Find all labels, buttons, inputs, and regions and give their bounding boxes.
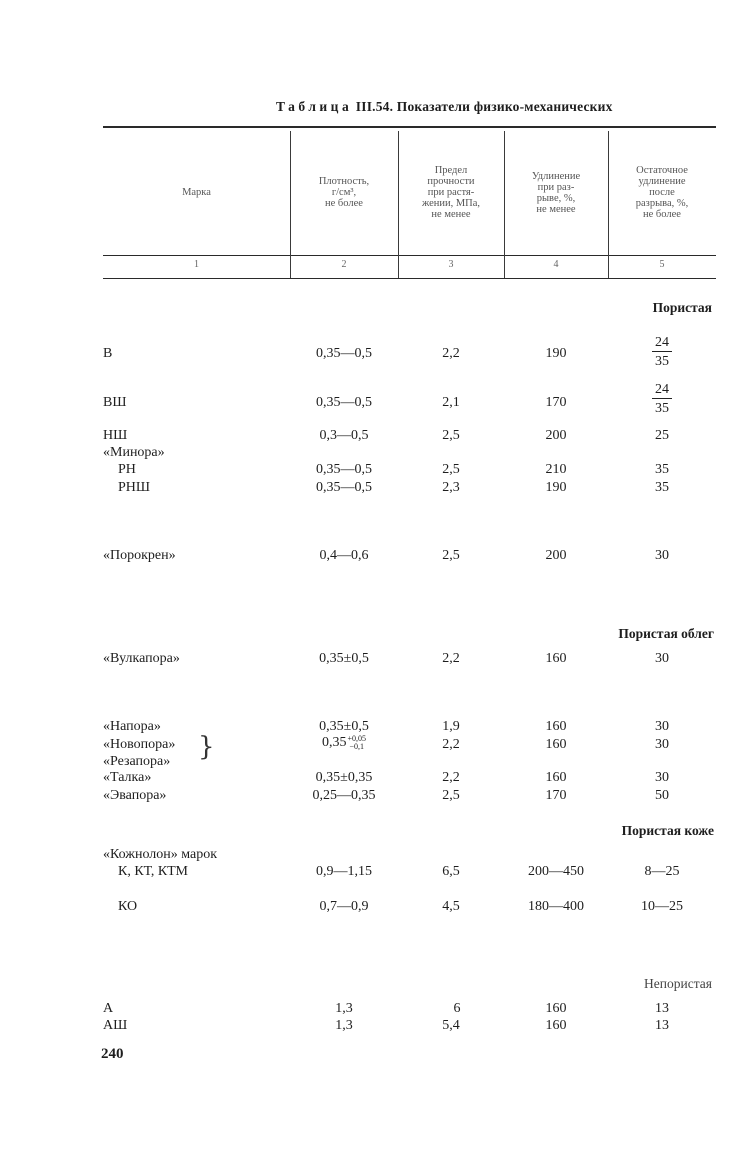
cell-density: 0,9—1,15	[316, 864, 372, 879]
row-name: АШ	[103, 1018, 128, 1033]
cell-density: 0,35—0,5	[316, 462, 372, 477]
cell-residual-fraction	[608, 381, 716, 417]
cell-residual: 50	[655, 788, 669, 803]
row-name: «Талка»	[103, 770, 152, 785]
column-number: 2	[341, 259, 347, 270]
cell-density: 0,35±0,5	[319, 719, 369, 734]
cell-density	[290, 735, 398, 751]
column-header-strength: Предел прочности при растя- жении, МПа, не менее	[421, 165, 481, 220]
cell-strength: 5,4	[442, 1018, 460, 1033]
table-numbers-rule	[103, 278, 716, 279]
cell-residual: 13	[655, 1001, 669, 1016]
cell-strength: 1,9	[442, 719, 460, 734]
cell-residual: 10—25	[641, 899, 683, 914]
table-caption-label: Таблица	[276, 99, 353, 114]
section-heading: Пористая	[652, 300, 712, 315]
cell-density: 0,7—0,9	[319, 899, 369, 914]
cell-elongation: 200—450	[528, 864, 584, 879]
cell-elongation: 160	[545, 737, 567, 752]
cell-residual-fraction	[608, 334, 716, 370]
cell-strength: 2,2	[442, 651, 460, 666]
cell-residual: 35	[655, 480, 669, 495]
fraction-denominator: 35	[652, 351, 672, 370]
row-name: «Вулкапора»	[103, 651, 180, 666]
fraction-denominator: 35	[652, 398, 672, 417]
cell-elongation: 170	[545, 788, 567, 803]
row-name: «Минора»	[103, 445, 165, 460]
cell-residual: 30	[655, 770, 669, 785]
cell-strength: 2,5	[442, 788, 460, 803]
row-name: К, КТ, КТМ	[118, 864, 188, 879]
cell-residual: 8—25	[644, 864, 680, 879]
cell-density: 1,3	[335, 1018, 353, 1033]
table-caption	[276, 99, 613, 115]
cell-density: 0,3—0,5	[319, 428, 369, 443]
row-name: «Эвапора»	[103, 788, 167, 803]
cell-density: 0,35—0,5	[316, 395, 372, 410]
cell-strength: 2,2	[442, 770, 460, 785]
section-heading: Непористая	[644, 976, 712, 991]
column-number: 4	[553, 259, 559, 270]
cell-strength: 2,5	[442, 428, 460, 443]
tolerance-minus: −0,1	[349, 742, 364, 751]
cell-residual: 13	[655, 1018, 669, 1033]
cell-density: 0,4—0,6	[319, 548, 369, 563]
column-header-residual: Остаточное удлинение после разрыва, %, не более	[635, 165, 689, 220]
column-number: 1	[194, 259, 199, 270]
cell-elongation: 160	[545, 1018, 567, 1033]
row-name: НШ	[103, 428, 128, 443]
cell-elongation: 200	[545, 548, 567, 563]
cell-strength: 2,1	[442, 395, 460, 410]
cell-residual: 30	[655, 548, 669, 563]
row-name: А	[103, 1001, 114, 1016]
cell-elongation: 180—400	[528, 899, 584, 914]
row-name: РН	[118, 462, 136, 477]
cell-strength: 2,3	[442, 480, 460, 495]
row-name: РНШ	[118, 480, 151, 495]
table-caption-title: III.54. Показатели физико-механических	[355, 99, 613, 114]
row-name: «Новопора»	[103, 737, 176, 752]
cell-elongation: 210	[545, 462, 567, 477]
cell-elongation: 160	[545, 770, 567, 785]
column-header-mark: Марка	[182, 187, 211, 198]
row-name: «Кожнолон» марок	[103, 847, 218, 862]
section-heading: Пористая коже	[621, 823, 714, 838]
cell-density: 1,3	[335, 1001, 353, 1016]
cell-strength: 2,2	[442, 737, 460, 752]
cell-strength: 2,2	[442, 346, 460, 361]
fraction-numerator: 24	[655, 335, 669, 350]
section-heading: Пористая облег	[618, 626, 714, 641]
cell-elongation: 160	[545, 1001, 567, 1016]
cell-density: 0,35—0,5	[316, 480, 372, 495]
cell-density: 0,35—0,5	[316, 346, 372, 361]
cell-residual: 30	[655, 651, 669, 666]
cell-strength: 6	[453, 1001, 461, 1016]
column-header-elongation: Удлинение при раз- рыве, %, не менее	[531, 170, 581, 215]
table-top-rule	[103, 126, 716, 128]
cell-strength: 2,5	[442, 548, 460, 563]
row-name: В	[103, 346, 113, 361]
cell-elongation: 160	[545, 719, 567, 734]
row-name: «Порокрен»	[103, 548, 176, 563]
density-base: 0,35	[321, 735, 347, 751]
grouping-brace: }	[198, 732, 215, 762]
cell-elongation: 170	[545, 395, 567, 410]
cell-strength: 4,5	[442, 899, 460, 914]
cell-elongation: 200	[545, 428, 567, 443]
tolerance-plus: +0,05	[347, 734, 366, 743]
column-header-density: Плотность, г/см³, не более	[318, 176, 370, 209]
density-tolerance	[347, 735, 366, 751]
cell-residual: 30	[655, 719, 669, 734]
row-name: КО	[118, 899, 138, 914]
cell-elongation: 190	[545, 346, 567, 361]
cell-density: 0,25—0,35	[312, 788, 376, 803]
cell-elongation: 190	[545, 480, 567, 495]
cell-elongation: 160	[545, 651, 567, 666]
page-number: 240	[101, 1046, 124, 1062]
cell-residual: 35	[655, 462, 669, 477]
column-number: 5	[659, 259, 665, 270]
cell-strength: 6,5	[442, 864, 460, 879]
cell-residual: 25	[655, 428, 669, 443]
column-number: 3	[448, 259, 454, 270]
row-name: «Напора»	[103, 719, 161, 734]
row-name: «Резапора»	[103, 754, 171, 769]
cell-residual: 30	[655, 737, 669, 752]
cell-density: 0,35±0,35	[315, 770, 373, 785]
cell-density: 0,35±0,5	[319, 651, 369, 666]
fraction-numerator: 24	[655, 382, 669, 397]
row-name: ВШ	[103, 395, 127, 410]
cell-strength: 2,5	[442, 462, 460, 477]
table-header-rule	[103, 255, 716, 256]
